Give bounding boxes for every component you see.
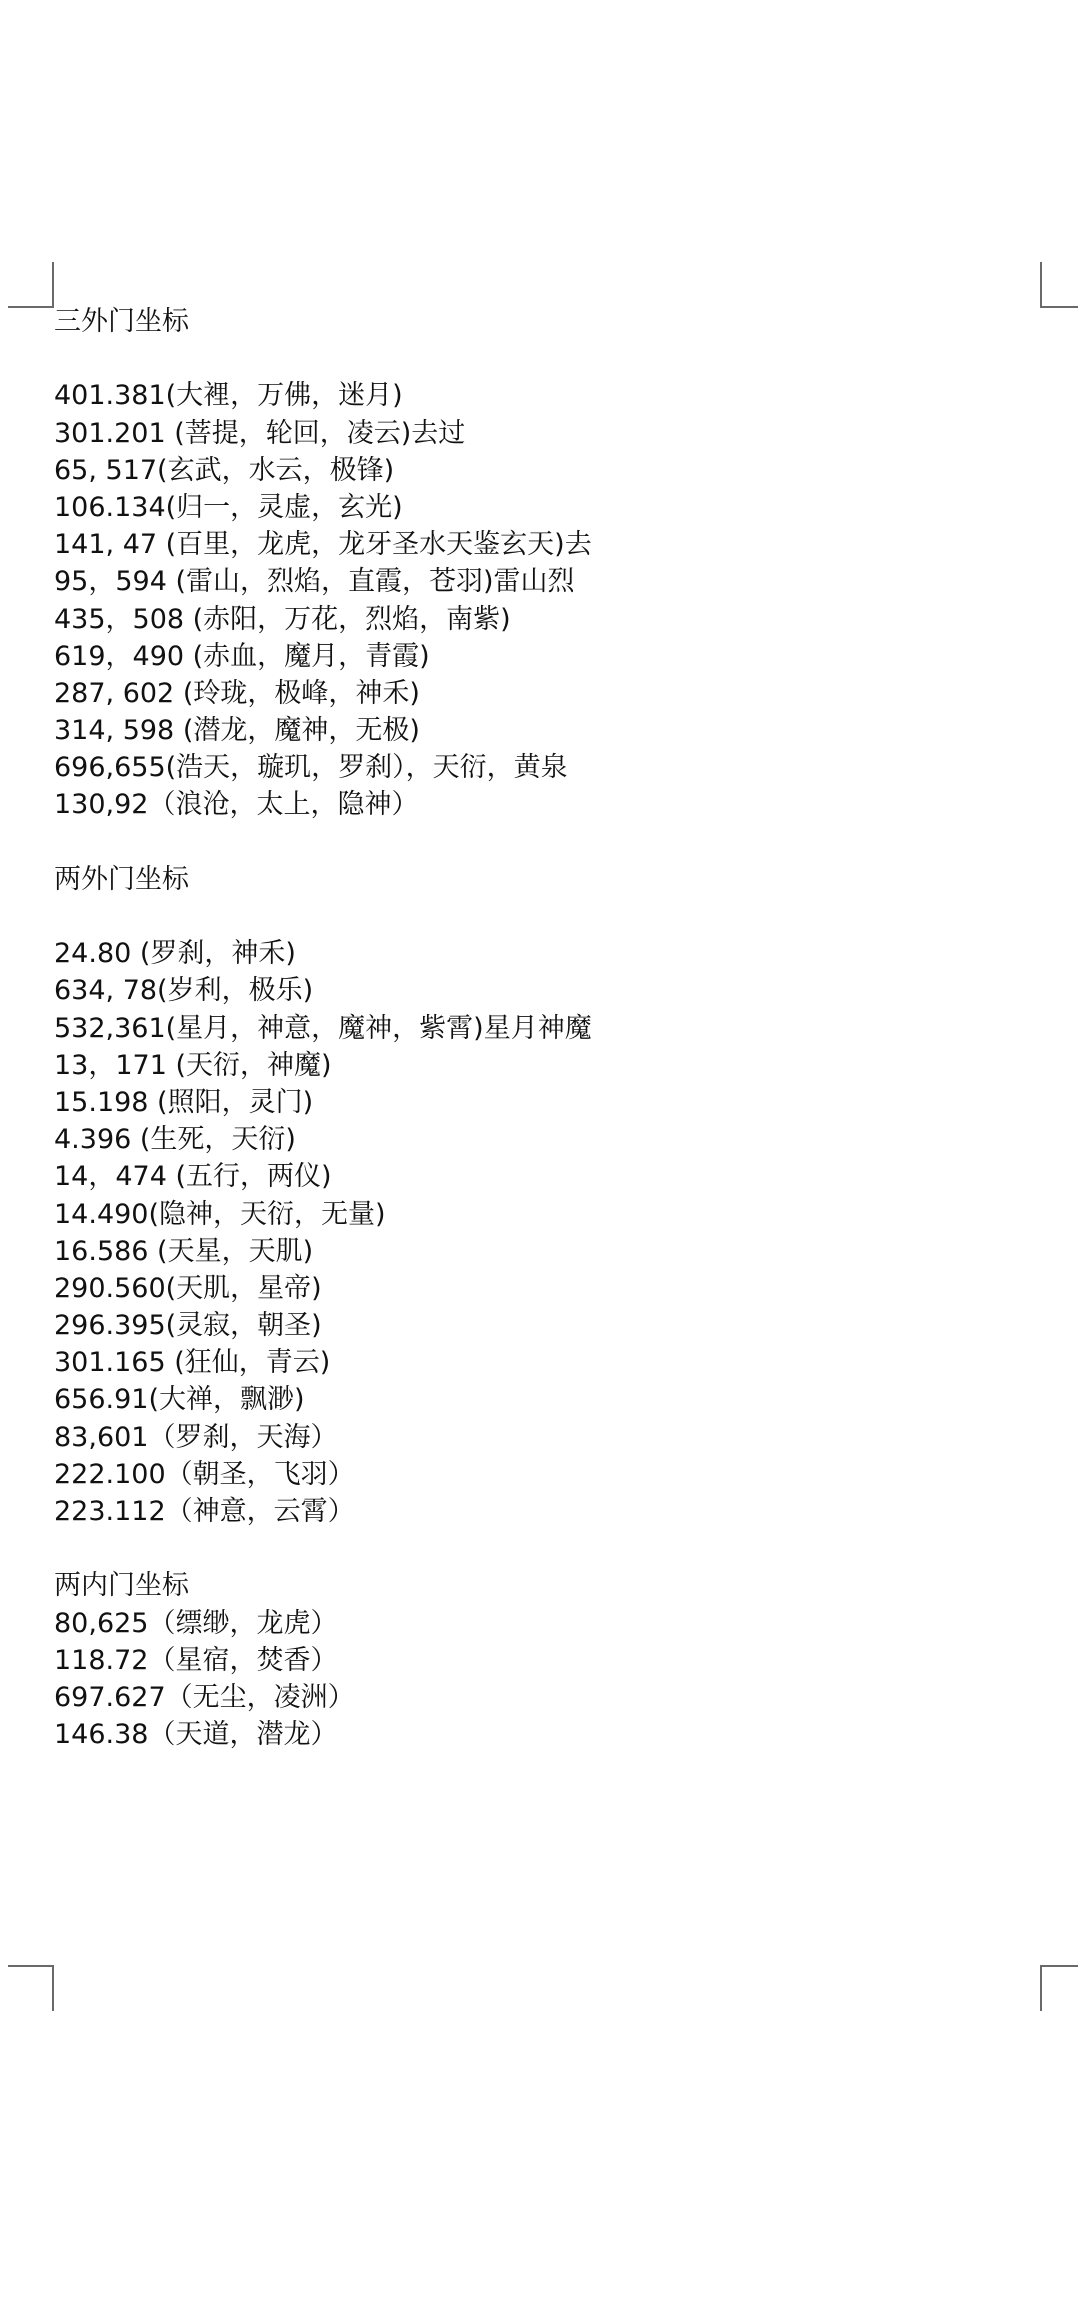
coordinate-line: 696,655(浩天，璇玑，罗刹），天衍，黄泉 — [54, 752, 568, 784]
coordinate-line: 118.72（星宿，焚香） — [54, 1644, 338, 1676]
section-heading: 两外门坐标 — [54, 863, 189, 895]
blank-line — [54, 340, 1014, 377]
coordinate-line: 634, 78(岁利，极乐) — [54, 975, 314, 1007]
coordinate-line: 697.627（无尘，凌洲） — [54, 1681, 355, 1713]
crop-mark-bottom-right — [1040, 1965, 1078, 2011]
coordinate-line: 435，508 (赤阳，万花，烈焰，南紫) — [54, 603, 511, 635]
coordinate-line: 14，474 (五行，两仪) — [54, 1161, 332, 1193]
coordinate-line: 532,361(星月，神意，魔神，紫霄)星月神魔 — [54, 1012, 592, 1044]
coordinate-line: 65, 517(玄武，水云，极锋) — [54, 454, 395, 486]
coordinate-line: 141, 47 (百里，龙虎，龙牙圣水天鉴玄天)去 — [54, 529, 592, 561]
coordinate-line: 83,601（罗刹，天海） — [54, 1421, 338, 1453]
section-heading: 两内门坐标 — [54, 1570, 189, 1602]
coordinate-line: 619，490 (赤血，魔月，青霞) — [54, 640, 430, 672]
coordinate-line: 24.80 (罗刹，神禾) — [54, 938, 296, 970]
coordinate-line: 314, 598 (潜龙，魔神，无极) — [54, 715, 420, 747]
coordinate-line: 106.134(归一，灵虚，玄光) — [54, 491, 403, 523]
coordinate-line: 301.201 (菩提，轮回，凌云)去过 — [54, 417, 466, 449]
coordinate-line: 296.395(灵寂，朝圣) — [54, 1310, 322, 1342]
section-heading: 三外门坐标 — [54, 306, 189, 337]
coordinate-line: 401.381(大裡，万佛，迷月) — [54, 380, 403, 412]
coordinate-line: 13，171 (天衍，神魔) — [54, 1049, 332, 1081]
coordinate-line: 80,625（缥缈，龙虎） — [54, 1607, 338, 1639]
coordinate-line: 15.198 (照阳，灵门) — [54, 1086, 314, 1118]
coordinate-line: 287, 602 (玲珑，极峰，神禾) — [54, 677, 420, 709]
coordinate-line: 130,92（浪沧，太上，隐神） — [54, 789, 419, 821]
coordinate-line: 290.560(天肌，星帝) — [54, 1272, 322, 1304]
document-body[interactable] — [54, 303, 1014, 1753]
coordinate-line: 146.38（天道，潜龙） — [54, 1719, 338, 1751]
blank-line — [54, 1530, 1014, 1567]
crop-mark-bottom-left — [8, 1965, 54, 2011]
crop-mark-top-right — [1040, 262, 1078, 308]
coordinate-line: 16.586 (天星，天肌) — [54, 1235, 314, 1267]
blank-line — [54, 824, 1014, 861]
coordinate-line: 95，594 (雷山，烈焰，直霞，苍羽)雷山烈 — [54, 566, 575, 598]
coordinate-line: 4.396 (生死，天衍) — [54, 1124, 296, 1156]
crop-mark-top-left — [8, 262, 54, 308]
coordinate-line: 656.91(大禅，飘渺) — [54, 1384, 305, 1416]
blank-line — [54, 898, 1014, 935]
coordinate-line: 301.165 (狂仙，青云) — [54, 1347, 331, 1379]
coordinate-line: 222.100（朝圣，飞羽） — [54, 1458, 355, 1490]
coordinate-line: 14.490(隐神，天衍，无量) — [54, 1198, 386, 1230]
coordinate-line: 223.112（神意，云霄） — [54, 1496, 355, 1527]
